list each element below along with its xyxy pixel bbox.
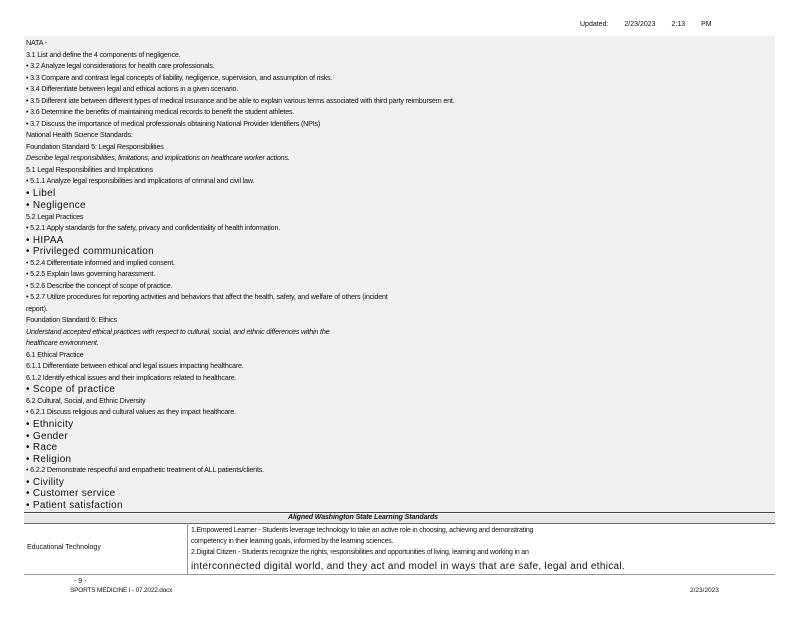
content-line: • Religion <box>26 454 72 465</box>
standard-line: 1.Empowered Learner - Students leverage technology to take an active role in choosing, achieving and demonstrating <box>191 527 534 534</box>
content-line: • Patient satisfaction <box>26 500 123 511</box>
content-line: Describe legal responsibilities, limitations, and implications on healthcare worker actions. <box>26 153 290 162</box>
updated-stamp <box>580 21 726 28</box>
footer-date: 2/23/2023 <box>690 587 719 594</box>
content-line: • Customer service <box>26 488 116 499</box>
standard-line: competency in their learning goals, informed by the learning sciences. <box>191 538 394 545</box>
divider <box>24 512 775 513</box>
content-line: • Scope of practice <box>26 384 116 395</box>
content-line: • Gender <box>26 431 69 442</box>
content-line: 6.1 Ethical Practice <box>26 350 84 359</box>
content-line: • Privileged communication <box>26 246 155 257</box>
content-line: 6.1.2 Identify ethical issues and their implications related to healthcare. <box>26 373 237 382</box>
content-line: • Civility <box>26 477 65 488</box>
footer-document-name: SPORTS MEDICINE I - 07.2022.docx <box>70 587 173 594</box>
content-box <box>24 36 775 512</box>
column-divider <box>187 523 188 574</box>
content-line: • 3.7 Discuss the importance of medical professionals obtaining National Provider Identifiers (NPIs) <box>26 119 321 128</box>
content-line: Foundation Standard 5: Legal Responsibilities <box>26 142 164 151</box>
content-line: 5.1 Legal Responsibilities and Implications <box>26 165 153 174</box>
content-line: • 5.2.1 Apply standards for the safety, privacy and confidentiality of health information. <box>26 223 281 232</box>
content-line: • 5.2.4 Differentiate informed and implied consent. <box>26 258 175 267</box>
standards-header: Aligned Washington State Learning Standards <box>288 514 438 521</box>
content-line: National Health Science Standards: <box>26 130 133 139</box>
updated-ampm: PM <box>701 21 712 28</box>
content-line: • 5.1.1 Analyze legal responsibilities and implications of criminal and civil law. <box>26 176 255 185</box>
updated-time: 2:13 <box>671 21 686 28</box>
content-line: 6.1.1 Differentiate between ethical and legal issues impacting healthcare. <box>26 361 244 370</box>
content-line: • Negligence <box>26 200 86 211</box>
content-line: • HIPAA <box>26 235 64 246</box>
content-line: • 6.2.1 Discuss religious and cultural values as they impact healthcare. <box>26 407 236 416</box>
content-line: NATA - <box>26 38 47 47</box>
content-line: • Race <box>26 442 58 453</box>
content-line: 5.2 Legal Practices <box>26 212 84 221</box>
divider <box>24 523 775 524</box>
content-line: • 5.2.6 Describe the concept of scope of practice. <box>26 281 173 290</box>
page-number: - 9 - <box>74 578 87 585</box>
standards-header-bar <box>24 514 775 523</box>
content-line: 6.2 Cultural, Social, and Ethnic Diversity <box>26 396 146 405</box>
content-line: • 3.3 Compare and contrast legal concepts of liability, negligence, supervision, and assumption of risks. <box>26 73 333 82</box>
content-line: Foundation Standard 6: Ethics <box>26 315 117 324</box>
content-line: • Ethnicity <box>26 419 74 430</box>
updated-date: 2/23/2023 <box>624 21 656 28</box>
standard-line-tail: interconnected digital world, and they act and model in ways that are safe, legal and ethical. <box>191 561 625 572</box>
divider <box>24 574 775 575</box>
standards-category: Educational Technology <box>27 544 101 551</box>
content-line: 3.1 List and define the 4 components of negligence. <box>26 50 181 59</box>
content-line: • 3.2 Analyze legal considerations for health care professionals. <box>26 61 215 70</box>
content-line: report). <box>26 304 48 313</box>
content-line: Understand accepted ethical practices with respect to cultural, social, and ethnic differences within the <box>26 327 330 336</box>
updated-label: Updated: <box>580 21 609 28</box>
content-line: • 3.4 Differentiate between legal and ethical actions in a given scenario. <box>26 84 239 93</box>
content-line: • 5.2.5 Explain laws governing harassment. <box>26 269 156 278</box>
content-line: healthcare environment. <box>26 338 99 347</box>
content-line: • 3.5 Different iate between different types of medical insurance and be able to explain various terms associated with third party reimbursem ent. <box>26 96 455 105</box>
content-line: • 3.6 Determine the benefits of maintaining medical records to benefit the student athletes. <box>26 107 295 116</box>
content-line: • 6.2.2 Demonstrate respectful and empathetic treatment of ALL patients/clients. <box>26 465 264 474</box>
content-line: • 5.2.7 Utilize procedures for reporting activities and behaviors that affect the health, safety, and welfare of others (incident <box>26 292 388 301</box>
standard-line: 2.Digital Citizen - Students recognize the rights, responsibilities and opportunities of living, learning and working in an <box>191 549 529 556</box>
content-line: • Libel <box>26 188 56 199</box>
